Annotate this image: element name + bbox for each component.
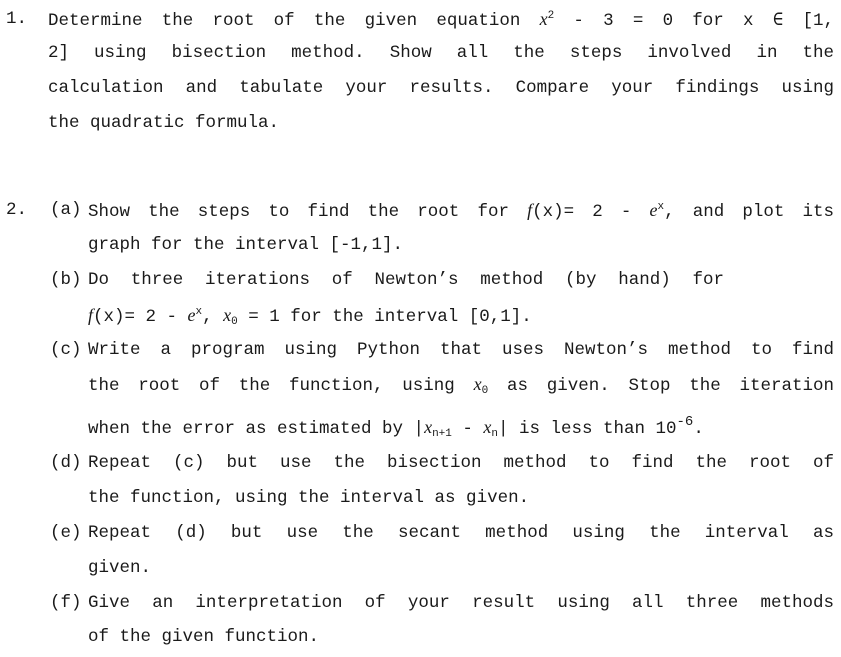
part-c-line3-rest: | is less than 10 — [498, 419, 677, 439]
part-c-label: (c) — [50, 340, 82, 360]
part-c-line3-text: when the error as estimated by | — [88, 419, 425, 439]
part-c-minus: - — [451, 419, 484, 439]
question-2-number: 2. — [6, 200, 28, 220]
question-1-line-3: calculation and tabulate your results. Compare your findings using — [48, 78, 834, 98]
part-b-mid: (x)= 2 - — [93, 307, 188, 327]
part-e-line-1: Repeat (d) but use the secant method using the interval as — [88, 523, 834, 543]
part-a-exp: x — [657, 201, 665, 213]
part-e-line-2: given. — [88, 558, 152, 578]
part-e-label: (e) — [50, 523, 82, 543]
part-c-xn: x — [483, 417, 492, 437]
part-c-line-2 — [88, 373, 834, 397]
part-a-f: f — [527, 200, 533, 220]
part-c-rest: as given. Stop the iteration — [488, 376, 834, 396]
part-c-xn-sub: n — [491, 428, 498, 440]
part-a-label: (a) — [50, 200, 82, 220]
part-c-line-1: Write a program using Python that uses Newton’s method to find — [88, 340, 834, 360]
part-b-x: x — [223, 305, 232, 325]
part-c-xn1-sub: n+1 — [432, 428, 452, 440]
q1-var-x: x — [539, 9, 548, 29]
question-1-line-2: 2] using bisection method. Show all the steps involved in the — [48, 43, 834, 63]
part-a-mid: (x)= 2 - — [532, 202, 650, 222]
question-1-line-1 — [48, 8, 834, 32]
part-f-label: (f) — [50, 593, 82, 613]
part-f-line-1: Give an interpretation of your result using all three methods — [88, 593, 834, 613]
part-b-f: f — [88, 305, 94, 325]
question-1-number: 1. — [6, 9, 28, 29]
part-d-line-1: Repeat (c) but use the bisection method to find the root of — [88, 453, 834, 473]
part-d-line-2: the function, using the interval as given. — [88, 488, 530, 508]
part-c-x0: x — [473, 374, 482, 394]
part-c-line-3 — [88, 416, 704, 440]
part-a-line-2: graph for the interval [-1,1]. — [88, 235, 404, 255]
part-a-e: e — [649, 200, 658, 220]
part-b-sep: , — [202, 307, 224, 327]
part-c-exponent: -6 — [676, 414, 694, 430]
part-c-period: . — [693, 419, 704, 439]
part-b-rest: = 1 for the interval [0,1]. — [237, 307, 532, 327]
part-c-text: the root of the function, using — [88, 376, 474, 396]
q1-exponent: 2 — [547, 10, 555, 22]
q1-line1-rest: - 3 = 0 for x ∈ [1, — [554, 11, 834, 31]
part-b-exp: x — [195, 306, 203, 318]
part-b-line-1: Do three iterations of Newton’s method (by hand) for — [88, 270, 724, 290]
part-c-xn1: x — [424, 417, 433, 437]
part-a-line-1 — [88, 199, 834, 223]
part-b-e: e — [187, 305, 196, 325]
part-b-line-2 — [88, 304, 532, 328]
part-f-line-2: of the given function. — [88, 627, 320, 647]
part-b-label: (b) — [50, 270, 82, 290]
q1-line1-text: Determine the root of the given equation — [48, 11, 540, 31]
part-b-sub: 0 — [231, 316, 238, 328]
part-a-text: Show the steps to find the root for — [88, 202, 528, 222]
question-1-line-4: the quadratic formula. — [48, 113, 280, 133]
part-c-x0-sub: 0 — [481, 385, 489, 397]
part-a-rest: , and plot its — [664, 202, 835, 222]
part-d-label: (d) — [50, 453, 82, 473]
